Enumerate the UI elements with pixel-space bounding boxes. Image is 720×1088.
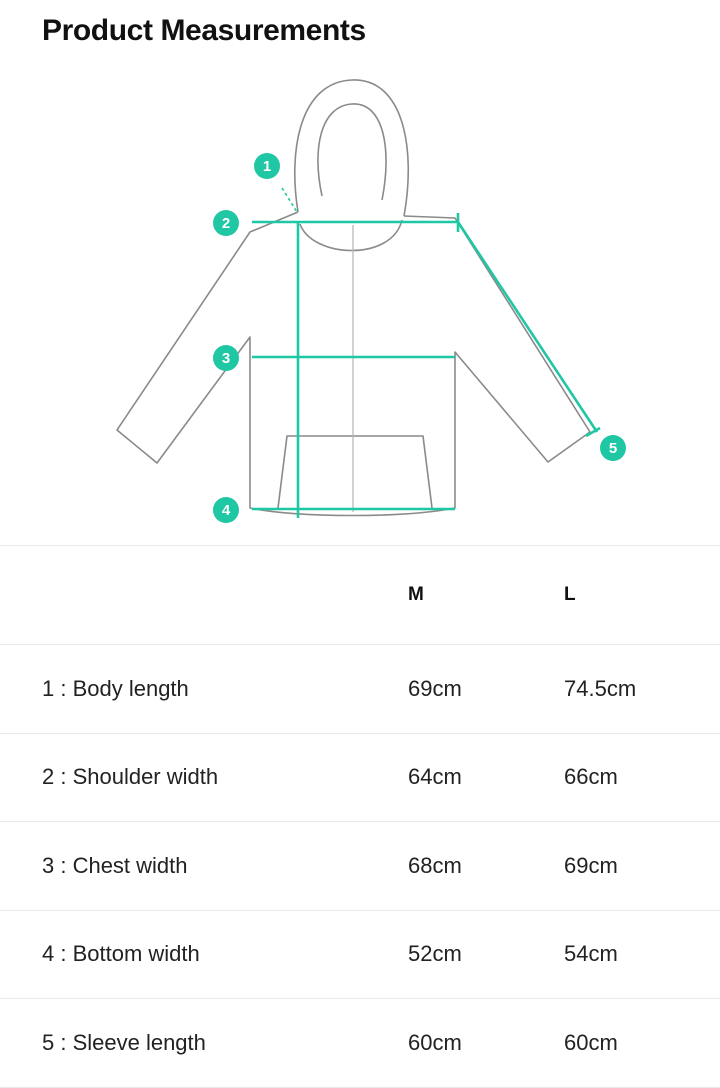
- table-row: [0, 645, 720, 734]
- svg-text:3: 3: [221, 350, 231, 367]
- measurement-lines: [252, 188, 600, 518]
- header-blank-cell: [0, 546, 408, 645]
- badge-4: [213, 497, 239, 523]
- size-m-value: 69cm: [408, 675, 462, 701]
- size-m-value: 68cm: [408, 852, 462, 878]
- hoodie-diagram-svg: [0, 60, 720, 540]
- table-row: [0, 822, 720, 911]
- hoodie-measurement-diagram: [0, 60, 720, 540]
- size-m-value: 52cm: [408, 941, 462, 967]
- size-l-value: 74.5cm: [564, 675, 637, 701]
- table-row: [0, 999, 720, 1088]
- svg-text:5: 5: [608, 440, 618, 457]
- page-title: Product Measurements: [42, 14, 366, 47]
- row-label: 3 : Chest width: [42, 852, 188, 878]
- table-header-row: [0, 546, 720, 645]
- row-label: 1 : Body length: [42, 675, 189, 701]
- pocket: [278, 436, 432, 508]
- table-row: [0, 733, 720, 822]
- header-size-m: M: [408, 584, 424, 605]
- size-l-value: 54cm: [564, 941, 618, 967]
- svg-text:4: 4: [221, 502, 231, 519]
- badge-5: [600, 435, 626, 461]
- size-m-value: 64cm: [408, 764, 462, 790]
- row-label: 5 : Sleeve length: [42, 1029, 206, 1055]
- hood-inner: [318, 104, 386, 200]
- badge-1: [254, 153, 280, 179]
- hood-outer: [295, 80, 408, 216]
- table-row: [0, 910, 720, 999]
- badge-3: [213, 345, 239, 371]
- badge-2: [213, 210, 239, 236]
- svg-text:1: 1: [262, 158, 272, 175]
- size-l-value: 60cm: [564, 1029, 618, 1055]
- size-m-value: 60cm: [408, 1029, 462, 1055]
- measurement-table: [0, 545, 720, 1088]
- svg-text:2: 2: [221, 215, 231, 232]
- row-label: 4 : Bottom width: [42, 941, 200, 967]
- header-size-l: L: [564, 584, 576, 605]
- sleeve-length-line: [458, 222, 597, 432]
- row-label: 2 : Shoulder width: [42, 764, 219, 790]
- size-l-value: 69cm: [564, 852, 618, 878]
- hood-neckline: [300, 220, 402, 251]
- size-l-value: 66cm: [564, 764, 618, 790]
